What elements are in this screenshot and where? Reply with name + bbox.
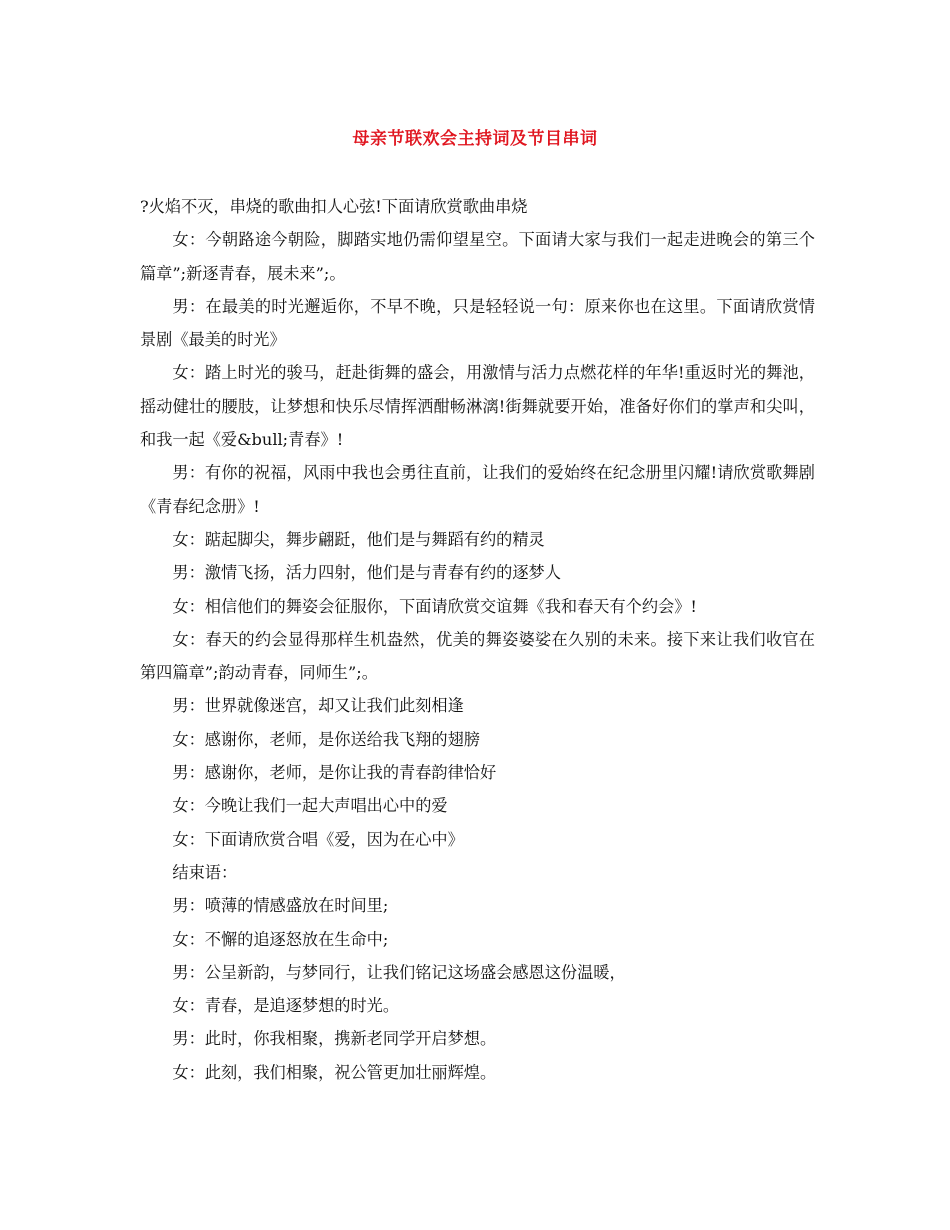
paragraph: 女：相信他们的舞姿会征服你，下面请欣赏交谊舞《我和春天有个约会》! — [172, 596, 697, 616]
paragraph: 女：今晚让我们一起大声唱出心中的爱 — [172, 796, 448, 816]
paragraph: ?火焰不灭，串烧的歌曲扣人心弦!下面请欣赏歌曲串烧 — [140, 197, 528, 216]
paragraph: 女：春天的约会显得那样生机盎然，优美的舞姿婆娑在久别的未来。接下来让我们收官在第四篇章”;韵动青春，同师生”;。 — [140, 629, 815, 683]
paragraph: 男：有你的祝福，风雨中我也会勇往直前，让我们的爱始终在纪念册里闪耀!请欣赏歌舞剧《青春纪念册》! — [140, 463, 815, 516]
section-heading-closing: 结束语： — [172, 862, 238, 882]
paragraph: 男：此时，你我相聚，携新老同学开启梦想。 — [172, 1029, 497, 1049]
paragraph: 女：今朝路途今朝险，脚踏实地仍需仰望星空。下面请大家与我们一起走进晚会的第三个篇章”;新逐青春，展未来”;。 — [140, 230, 815, 283]
paragraph: 女：下面请欣赏合唱《爱，因为在心中》 — [172, 829, 464, 849]
paragraph: 女：青春，是追逐梦想的时光。 — [172, 996, 400, 1016]
paragraph: 男：公呈新韵，与梦同行，让我们铭记这场盛会感恩这份温暖， — [172, 962, 626, 982]
paragraph: 女：感谢你，老师，是你送给我飞翔的翅膀 — [172, 729, 480, 749]
paragraph: 男：激情飞扬，活力四射，他们是与青春有约的逐梦人 — [172, 563, 561, 583]
paragraph: 男：感谢你，老师，是你让我的青春韵律恰好 — [172, 763, 497, 783]
paragraph: 女：踏上时光的骏马，赶赴街舞的盛会，用激情与活力点燃花样的年华!重返时光的舞池，摇动健壮的腰肢，让梦想和快乐尽情挥洒酣畅淋漓!街舞就要开始，准备好你们的掌声和尖叫，和我一起《爱&bull;青春》! — [140, 363, 815, 450]
document-title: 母亲节联欢会主持词及节目串词 — [352, 129, 598, 149]
paragraph: 男：喷薄的情感盛放在时间里; — [172, 896, 389, 916]
paragraph: 女：不懈的追逐怒放在生命中; — [172, 929, 389, 949]
paragraph: 女：此刻，我们相聚，祝公管更加壮丽辉煌。 — [172, 1062, 497, 1082]
paragraph: 女：踮起脚尖，舞步翩跹，他们是与舞蹈有约的精灵 — [172, 529, 545, 549]
paragraph: 男：世界就像迷宫，却又让我们此刻相逢 — [172, 696, 464, 716]
paragraph: 男：在最美的时光邂逅你，不早不晚，只是轻轻说一句：原来你也在这里。下面请欣赏情景剧《最美的时光》 — [140, 296, 815, 350]
document-body — [140, 190, 815, 1089]
